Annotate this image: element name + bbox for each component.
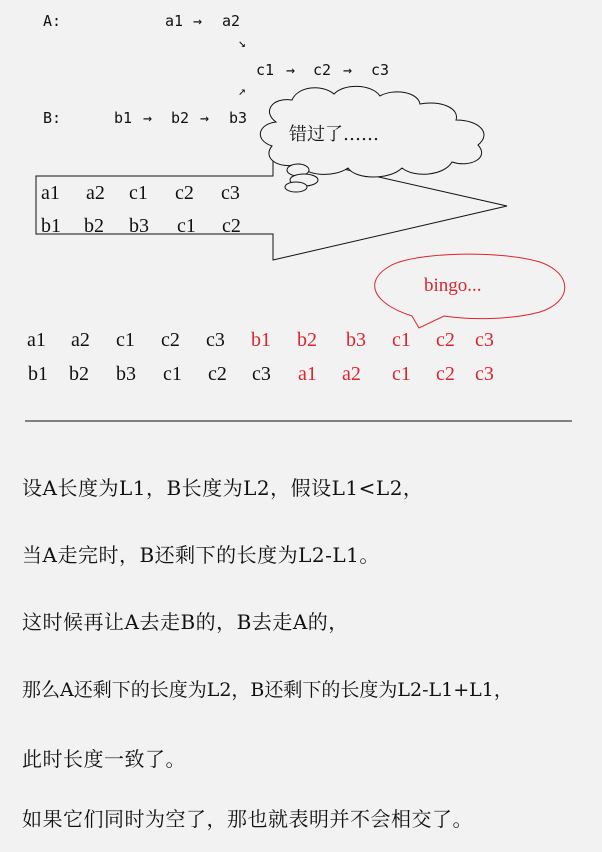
explanation-line-6: 如果它们同时为空了，那也就表明并不会相交了。: [22, 807, 473, 831]
box-cell: b3: [129, 215, 149, 237]
arrow-icon: →: [200, 109, 210, 127]
shared-node: c1: [256, 61, 275, 79]
seq-cell: a2: [71, 329, 90, 351]
list-b-node: b2: [171, 109, 190, 127]
list-b-node: b1: [114, 109, 133, 127]
seq-cell-red: a1: [298, 363, 317, 385]
box-cell: c2: [222, 215, 241, 237]
list-a-node: a1: [165, 12, 184, 30]
list-a-node: a2: [222, 12, 241, 30]
arrow-icon: →: [286, 61, 296, 79]
seq-cell-red: c2: [436, 329, 455, 351]
seq-cell: a1: [27, 329, 46, 351]
seq-cell-red: c3: [475, 329, 494, 351]
box-cell: c2: [175, 182, 194, 204]
arrow-icon: →: [343, 61, 353, 79]
box-cell: b2: [84, 215, 104, 237]
arrow-down-right-icon: ↘: [238, 36, 246, 51]
seq-cell: b1: [28, 363, 48, 385]
arrow-icon: →: [143, 109, 153, 127]
list-a-label: A:: [43, 12, 62, 30]
seq-cell: c1: [163, 363, 182, 385]
box-cell: c3: [221, 182, 240, 204]
seq-cell: c3: [252, 363, 271, 385]
explanation-line-2: 当A走完时，B还剩下的长度为L2-L1。: [22, 543, 380, 567]
box-cell: c1: [129, 182, 148, 204]
explanation-line-5: 此时长度一致了。: [22, 747, 186, 771]
seq-cell: b2: [69, 363, 89, 385]
seq-cell-red: a2: [342, 363, 361, 385]
box-cell: b1: [41, 215, 61, 237]
thought-bubble-text: 错过了……: [289, 124, 379, 145]
list-b-label: B:: [43, 109, 62, 127]
shared-node: c2: [313, 61, 332, 79]
arrow-up-right-icon: ↗: [238, 84, 246, 99]
seq-cell-red: b3: [346, 329, 366, 351]
list-b-node: b3: [229, 109, 248, 127]
explanation-line-3: 这时候再让A去走B的，B去走A的，: [22, 610, 349, 634]
seq-cell-red: c3: [475, 363, 494, 385]
explanation-line-1: 设A长度为L1，B长度为L2，假设L1<L2，: [22, 476, 424, 500]
seq-cell-red: c1: [392, 329, 411, 351]
explanation-line-4: 那么A还剩下的长度为L2，B还剩下的长度为L2-L1+L1，: [22, 679, 513, 701]
box-cell: a1: [41, 182, 60, 204]
seq-cell-red: c1: [392, 363, 411, 385]
seq-cell: c2: [208, 363, 227, 385]
seq-cell-red: c2: [436, 363, 455, 385]
seq-cell-red: b1: [251, 329, 271, 351]
seq-cell: c2: [161, 329, 180, 351]
seq-cell: c1: [116, 329, 135, 351]
seq-cell: b3: [116, 363, 136, 385]
seq-cell-red: b2: [297, 329, 317, 351]
seq-cell: c3: [206, 329, 225, 351]
box-cell: a2: [86, 182, 105, 204]
arrow-icon: →: [193, 12, 203, 30]
shared-node: c3: [371, 61, 390, 79]
speech-bubble-text: bingo...: [424, 275, 482, 296]
box-cell: c1: [177, 215, 196, 237]
